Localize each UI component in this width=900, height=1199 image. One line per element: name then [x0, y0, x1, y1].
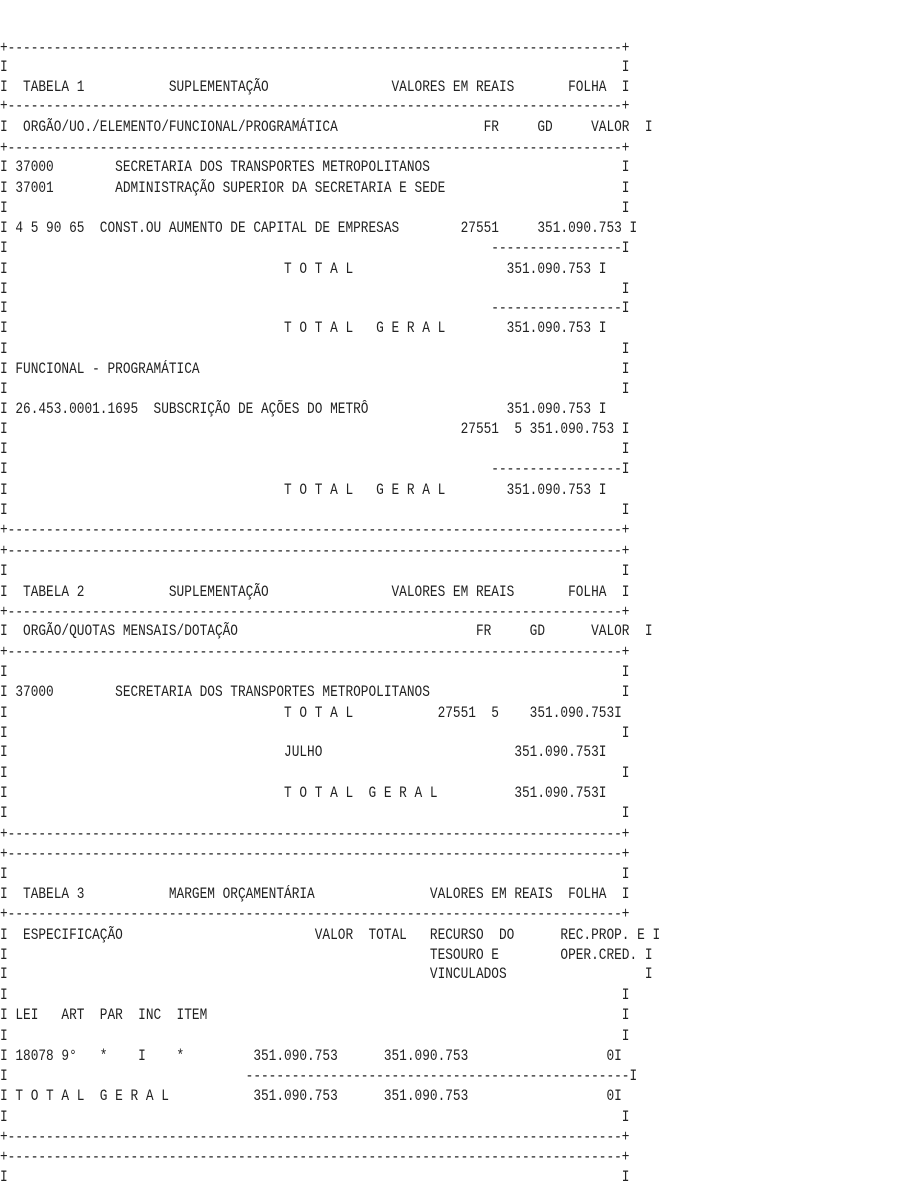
- table2-top-border: +--------------------------------------------------------------------------------+: [0, 542, 630, 560]
- table1-program-total-rule: I -----------------I: [0, 460, 630, 478]
- table1-blank-line: I I: [0, 380, 630, 398]
- table1-subtotal-rule: I -----------------I: [0, 239, 630, 257]
- table3-blank-line: I I: [0, 986, 630, 1004]
- table3-law-row: I 18078 9° * I * 351.090.753 351.090.753 0I: [0, 1047, 622, 1065]
- table2-blank-line: I I: [0, 663, 630, 681]
- table2-grand-total-line: I T O T A L G E R A L 351.090.753I: [0, 784, 607, 802]
- table1-row-37000: I 37000 SECRETARIA DOS TRANSPORTES METROPOLITANOS I: [0, 158, 630, 176]
- table3-column-header-3: I VINCULADOS I: [0, 965, 653, 983]
- table2-blank-line: I I: [0, 804, 630, 822]
- table2-total-line: I T O T A L 27551 5 351.090.753I: [0, 704, 622, 722]
- table2-bottom-border: +--------------------------------------------------------------------------------+: [0, 825, 630, 843]
- table1-blank-line: I I: [0, 280, 630, 298]
- table1-header-separator: +--------------------------------------------------------------------------------+: [0, 97, 630, 115]
- table3-law-header: I LEI ART PAR INC ITEM I: [0, 1006, 630, 1024]
- table1-total-line: I T O T A L 351.090.753 I: [0, 260, 607, 278]
- table2-blank-line: I I: [0, 724, 630, 742]
- table2-column-header: I ORGÃO/QUOTAS MENSAIS/DOTAÇÃO FR GD VALOR I: [0, 622, 653, 640]
- table2-row-37000: I 37000 SECRETARIA DOS TRANSPORTES METROPOLITANOS I: [0, 683, 630, 701]
- table1-blank-line: I I: [0, 58, 630, 76]
- table3-blank-line: I I: [0, 1027, 630, 1045]
- table4-blank-line: I I: [0, 1168, 630, 1186]
- table2-title-line: I TABELA 2 SUPLEMENTAÇÃO VALORES EM REAIS FOLHA I: [0, 583, 630, 601]
- table1-grand-total-line: I T O T A L G E R A L 351.090.753 I: [0, 319, 607, 337]
- table1-row-element: I 4 5 90 65 CONST.OU AUMENTO DE CAPITAL DE EMPRESAS 27551 351.090.753 I: [0, 219, 638, 237]
- table3-total-rule: I --------------------------------------------------I: [0, 1067, 638, 1085]
- table3-grand-total-line: I T O T A L G E R A L 351.090.753 351.090.753 0I: [0, 1087, 622, 1105]
- table1-program-row: I 26.453.0001.1695 SUBSCRIÇÃO DE AÇÕES DO METRÔ 351.090.753 I: [0, 400, 607, 418]
- table2-july-line: I JULHO 351.090.753I: [0, 743, 607, 761]
- table3-blank-line: I I: [0, 1108, 630, 1126]
- table3-column-header-2: I TESOURO E OPER.CRED. I: [0, 946, 653, 964]
- table1-blank-line: I I: [0, 440, 630, 458]
- table2-blank-line: I I: [0, 764, 630, 782]
- table2-blank-line: I I: [0, 562, 630, 580]
- table2-column-separator: +--------------------------------------------------------------------------------+: [0, 643, 630, 661]
- table1-column-header: I ORGÃO/UO./ELEMENTO/FUNCIONAL/PROGRAMÁTICA FR GD VALOR I: [0, 118, 653, 136]
- table1-program-grand-total: I T O T A L G E R A L 351.090.753 I: [0, 481, 607, 499]
- table1-top-border: +--------------------------------------------------------------------------------+: [0, 39, 630, 57]
- table4-top-border: +--------------------------------------------------------------------------------+: [0, 1148, 630, 1166]
- table3-top-border: +--------------------------------------------------------------------------------+: [0, 845, 630, 863]
- table1-bottom-border: +--------------------------------------------------------------------------------+: [0, 521, 630, 539]
- table3-bottom-border: +--------------------------------------------------------------------------------+: [0, 1128, 630, 1146]
- table3-title-line: I TABELA 3 MARGEM ORÇAMENTÁRIA VALORES EM REAIS FOLHA I: [0, 885, 630, 903]
- table3-column-header: I ESPECIFICAÇÃO VALOR TOTAL RECURSO DO REC.PROP. E I: [0, 926, 661, 944]
- table1-total-rule: I -----------------I: [0, 299, 630, 317]
- table1-title-line: I TABELA 1 SUPLEMENTAÇÃO VALORES EM REAIS FOLHA I: [0, 78, 630, 96]
- table1-program-source-row: I 27551 5 351.090.753 I: [0, 420, 630, 438]
- table3-blank-line: I I: [0, 865, 630, 883]
- table1-row-37001: I 37001 ADMINISTRAÇÃO SUPERIOR DA SECRETARIA E SEDE I: [0, 179, 630, 197]
- table1-column-separator: +--------------------------------------------------------------------------------+: [0, 139, 630, 157]
- table3-header-separator: +--------------------------------------------------------------------------------+: [0, 905, 630, 923]
- table1-blank-line: I I: [0, 199, 630, 217]
- table1-funcional-heading: I FUNCIONAL - PROGRAMÁTICA I: [0, 360, 630, 378]
- table1-blank-line: I I: [0, 501, 630, 519]
- table2-header-separator: +--------------------------------------------------------------------------------+: [0, 603, 630, 621]
- table1-blank-line: I I: [0, 340, 630, 358]
